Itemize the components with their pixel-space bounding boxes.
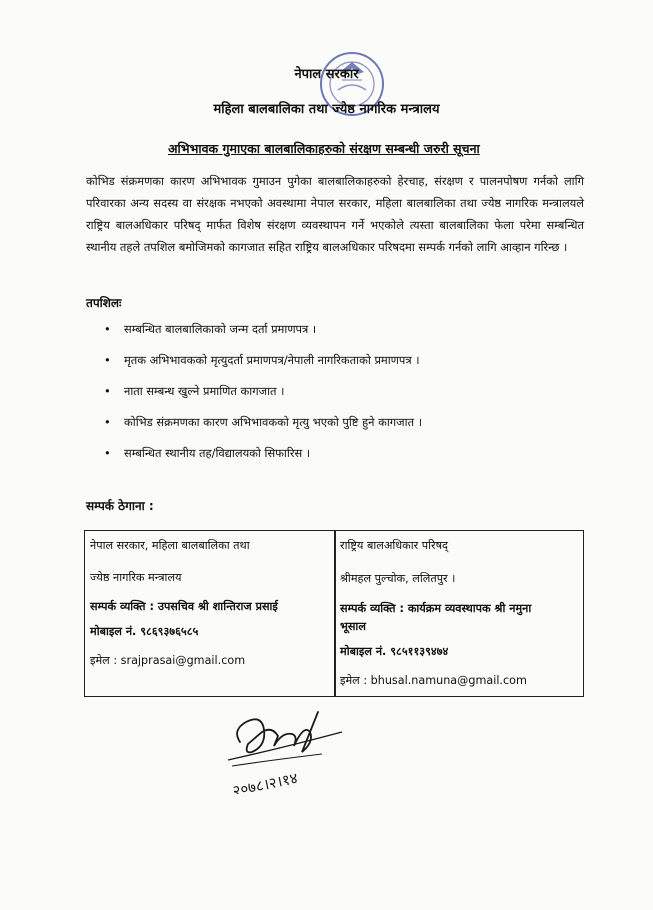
signature-date: २०७८।२।१४ [231, 768, 300, 794]
list-item [104, 442, 594, 473]
list-item [104, 318, 594, 349]
left-contact-org-line2: ज्येष्ठ नागरिक मन्त्रालय [90, 571, 182, 584]
list-item-text: सम्बन्धित बालबालिकाको जन्म दर्ता प्रमाणपत्र । [124, 322, 317, 336]
contact-table-divider [334, 530, 336, 697]
bullet-icon: • [104, 415, 111, 429]
details-heading: तपशिलः [86, 296, 122, 310]
list-item-text: नाता सम्बन्ध खुल्ने प्रमाणित कागजात । [124, 384, 285, 398]
signature [222, 702, 372, 794]
left-contact-org-line1: नेपाल सरकार, महिला बालबालिका तथा [90, 539, 250, 552]
right-contact-email[interactable]: इमेल : bhusal.namuna@gmail.com [340, 674, 527, 687]
list-item-text: मृतक अभिभावकको मृत्युदर्ता प्रमाणपत्र/नेपाली नागरिकताको प्रमाणपत्र । [124, 353, 420, 367]
list-item [104, 411, 594, 442]
bullet-icon: • [104, 446, 111, 460]
notice-paragraph: कोभिड संक्रमणका कारण अभिभावक गुमाउन पुगेका बालबालिकाहरुको हेरचाह, संरक्षण र पालनपोषण गर्नको लागि परिवारका अन्य सदस्य वा संरक्षक नभएको अवस्थामा नेपाल सरकार, महिला बालबालिका तथा ज्येष्ठ नागरिक मन्त्रालयले राष्ट्रिय बालअधिकार परिषद् मार्फत विशेष संरक्षण व्यवस्थापन गर्ने भएकोले त्यस्ता बालबालिका फेला परेमा सम्बन्धित स्थानीय तहले तपशिल बमोजिमको कागजात सहित राष्ट्रिय बालअधिकार परिषदमा सम्पर्क गर्नको लागि आव्हान गरिन्छ । [86, 174, 584, 254]
bullet-icon: • [104, 322, 111, 336]
government-name: नेपाल सरकार [294, 67, 359, 82]
list-item-text: कोभिड संक्रमणका कारण अभिभावकको मृत्यु भएको पुष्टि हुने कागजात । [124, 415, 423, 429]
required-documents-list [104, 318, 594, 473]
right-contact-person-surname: भूसाल [340, 620, 366, 633]
left-contact-person: सम्पर्क व्यक्ति : उपसचिव श्री शान्तिराज प्रसाई [90, 600, 278, 613]
contact-heading: सम्पर्क ठेगाना : [86, 499, 154, 513]
ministry-name: महिला बालबालिका तथा ज्येष्ठ नागरिक मन्त्रालय [213, 102, 440, 117]
right-contact-org-line2: श्रीमहल पुल्चोक, ललितपुर । [340, 572, 456, 585]
bullet-icon: • [104, 353, 111, 367]
list-item [104, 380, 594, 411]
left-contact-email[interactable]: इमेल : srajprasai@gmail.com [90, 654, 246, 667]
bullet-icon: • [104, 384, 111, 398]
list-item [104, 349, 594, 380]
left-contact-mobile: मोबाइल नं. ९८६९३७६५८५ [90, 625, 199, 638]
right-contact-org-line1: राष्ट्रिय बालअधिकार परिषद् [340, 539, 449, 552]
list-item-text: सम्बन्धित स्थानीय तह/विद्यालयको सिफारिस । [124, 446, 311, 460]
notice-title: अभिभावक गुमाएका बालबालिकाहरुको संरक्षण सम्बन्धी जरुरी सूचना [168, 141, 480, 156]
right-contact-person: सम्पर्क व्यक्ति : कार्यक्रम व्यवस्थापक श्री नमुना [340, 602, 532, 615]
right-contact-mobile: मोबाइल नं. ९८५११३९४७४ [340, 645, 449, 658]
